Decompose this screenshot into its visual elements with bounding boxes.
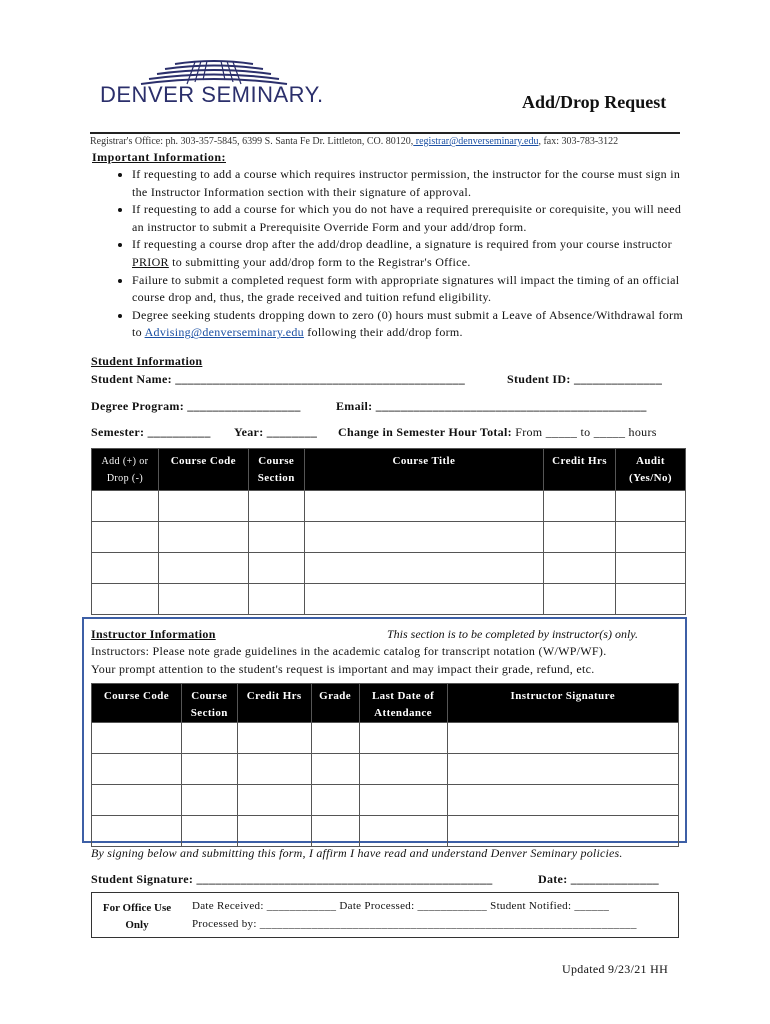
info-bullet-text: If requesting a course drop after the add/drop deadline, a signature is required from your course instructor	[132, 237, 672, 252]
table-cell[interactable]	[544, 522, 616, 553]
course-table-header	[92, 449, 686, 491]
info-bullet	[132, 236, 692, 271]
table-cell[interactable]	[237, 816, 311, 847]
instructor-info-title: Instructor Information	[91, 627, 216, 641]
col-grade: Grade	[311, 684, 359, 723]
office-received-line: Date Received: ____________ Date Processed: ____________ Student Notified: ______	[192, 900, 610, 912]
table-row	[92, 816, 679, 847]
col-course-section: Course Section	[248, 449, 304, 491]
table-cell[interactable]	[359, 723, 447, 754]
table-cell[interactable]	[237, 785, 311, 816]
table-cell[interactable]	[158, 522, 248, 553]
table-cell[interactable]	[181, 785, 237, 816]
email-field[interactable]: Email: ___________________________________________	[336, 399, 647, 413]
table-cell[interactable]	[181, 723, 237, 754]
instructor-only-note: This section is to be completed by instructor(s) only.	[387, 627, 638, 641]
table-cell[interactable]	[181, 754, 237, 785]
info-bullet: • Failure to submit a completed request form with appropriate signatures will impact the timing of an official course drop and, thus, the grade received and tuition refund eligibility.	[132, 272, 692, 307]
col-instructor-signature: Instructor Signature	[447, 684, 678, 723]
info-bullet-text: to submitting your add/drop form to the Registrar's Office.	[168, 254, 471, 269]
instructor-guideline-line: Instructors: Please note grade guidelines in the academic catalog for transcript notation (W/WP/WF).	[91, 644, 607, 658]
table-cell[interactable]	[92, 491, 159, 522]
table-row	[92, 491, 686, 522]
student-signature-field[interactable]: Student Signature: _______________________________________________	[91, 872, 493, 886]
col-credit-hrs: Credit Hrs	[544, 449, 616, 491]
table-cell[interactable]	[447, 785, 678, 816]
registrar-email-link[interactable]: registrar@denverseminary.edu	[413, 136, 539, 147]
signature-date-field[interactable]: Date: ______________	[538, 872, 659, 886]
col-course-title: Course Title	[304, 449, 543, 491]
table-cell[interactable]	[92, 723, 182, 754]
header-rule	[90, 132, 680, 134]
student-id-field[interactable]: Student ID: ______________	[507, 372, 663, 386]
table-cell[interactable]	[616, 522, 686, 553]
table-cell[interactable]	[158, 491, 248, 522]
table-cell[interactable]	[311, 754, 359, 785]
registrar-contact-prefix: Registrar's Office: ph. 303-357-5845, 6399 S. Santa Fe Dr. Littleton, CO. 80120,	[90, 136, 414, 147]
table-cell[interactable]	[311, 816, 359, 847]
table-cell[interactable]	[237, 723, 311, 754]
prior-emphasis: PRIOR	[132, 254, 169, 269]
table-cell[interactable]	[304, 584, 543, 615]
table-cell[interactable]	[304, 522, 543, 553]
table-row	[92, 723, 679, 754]
course-table	[91, 448, 686, 615]
col-course-section: Course Section	[181, 684, 237, 723]
info-bullet-text: following their add/drop form.	[303, 325, 463, 340]
hour-change-label: Change in Semester Hour Total:	[338, 425, 512, 439]
affirmation-statement: By signing below and submitting this form, I affirm I have read and understand Denver Seminary policies.	[91, 846, 623, 860]
table-cell[interactable]	[544, 553, 616, 584]
table-cell[interactable]	[447, 816, 678, 847]
seminary-logo-text: DENVER SEMINARY.	[100, 82, 324, 107]
table-row	[92, 522, 686, 553]
table-row	[92, 584, 686, 615]
instructor-guideline-line: Your prompt attention to the student's request is important and may impact their grade, refund, etc.	[91, 662, 595, 676]
office-use-label: For Office Use Only	[102, 902, 172, 931]
table-cell[interactable]	[92, 553, 159, 584]
office-use-box	[91, 892, 679, 938]
table-cell[interactable]	[359, 816, 447, 847]
instructor-table	[91, 683, 679, 847]
table-cell[interactable]	[304, 491, 543, 522]
table-cell[interactable]	[158, 553, 248, 584]
table-cell[interactable]	[181, 816, 237, 847]
table-cell[interactable]	[447, 754, 678, 785]
table-cell[interactable]	[359, 754, 447, 785]
table-cell[interactable]	[92, 785, 182, 816]
table-cell[interactable]	[447, 723, 678, 754]
updated-stamp: Updated 9/23/21 HH	[562, 962, 669, 976]
col-course-code: Course Code	[158, 449, 248, 491]
student-info-title: Student Information	[91, 354, 203, 368]
table-cell[interactable]	[92, 816, 182, 847]
table-cell[interactable]	[92, 522, 159, 553]
table-cell[interactable]	[248, 553, 304, 584]
info-bullet-text: Degree seeking students dropping down to zero (0) hours must submit a Leave of Absence/Withdrawal form to	[132, 307, 683, 340]
registrar-contact	[90, 136, 618, 147]
hour-change-value: From _____ to _____ hours	[515, 425, 657, 439]
table-cell[interactable]	[544, 491, 616, 522]
table-cell[interactable]	[158, 584, 248, 615]
info-bullet: • If requesting to add a course for which you do not have a required prerequisite or corequisite, you will need an instructor to submit a Prerequisite Override Form and your add/drop form.	[132, 201, 692, 236]
degree-program-field[interactable]: Degree Program: __________________	[91, 399, 301, 413]
table-cell[interactable]	[304, 553, 543, 584]
table-cell[interactable]	[616, 584, 686, 615]
col-credit-hrs: Credit Hrs	[237, 684, 311, 723]
important-info-title: Important Information:	[92, 150, 226, 164]
table-cell[interactable]	[359, 785, 447, 816]
table-cell[interactable]	[92, 584, 159, 615]
table-cell[interactable]	[237, 754, 311, 785]
table-cell[interactable]	[311, 785, 359, 816]
table-cell[interactable]	[544, 584, 616, 615]
student-name-field[interactable]: Student Name: ______________________________________________	[91, 372, 465, 386]
table-row	[92, 553, 686, 584]
table-cell[interactable]	[616, 553, 686, 584]
col-audit: Audit (Yes/No)	[616, 449, 686, 491]
table-row	[92, 754, 679, 785]
table-cell[interactable]	[248, 522, 304, 553]
info-bullet: • If requesting to add a course which requires instructor permission, the instructor for the course must sign in the Instructor Information section with their signature of approval.	[132, 166, 692, 201]
page-title: Add/Drop Request	[522, 92, 667, 112]
table-cell[interactable]	[248, 491, 304, 522]
advising-email-link[interactable]: Advising@denverseminary.edu	[144, 325, 304, 340]
instructor-table-header	[92, 684, 679, 723]
table-cell[interactable]	[248, 584, 304, 615]
table-cell[interactable]	[311, 723, 359, 754]
registrar-contact-suffix: , fax: 303-783-3122	[538, 136, 619, 147]
table-cell[interactable]	[616, 491, 686, 522]
hour-change-field[interactable]	[338, 425, 657, 440]
col-last-date: Last Date of Attendance	[359, 684, 447, 723]
table-row	[92, 785, 679, 816]
col-add-drop: Add (+) or Drop (-)	[92, 449, 159, 491]
office-processed-line: Processed by: _________________________________________________________________	[192, 918, 637, 930]
year-field[interactable]: Year: ________	[234, 425, 318, 439]
info-bullet	[132, 307, 692, 342]
important-info-list	[112, 166, 692, 342]
table-cell[interactable]	[92, 754, 182, 785]
semester-field[interactable]: Semester: __________	[91, 425, 211, 439]
col-course-code: Course Code	[92, 684, 182, 723]
